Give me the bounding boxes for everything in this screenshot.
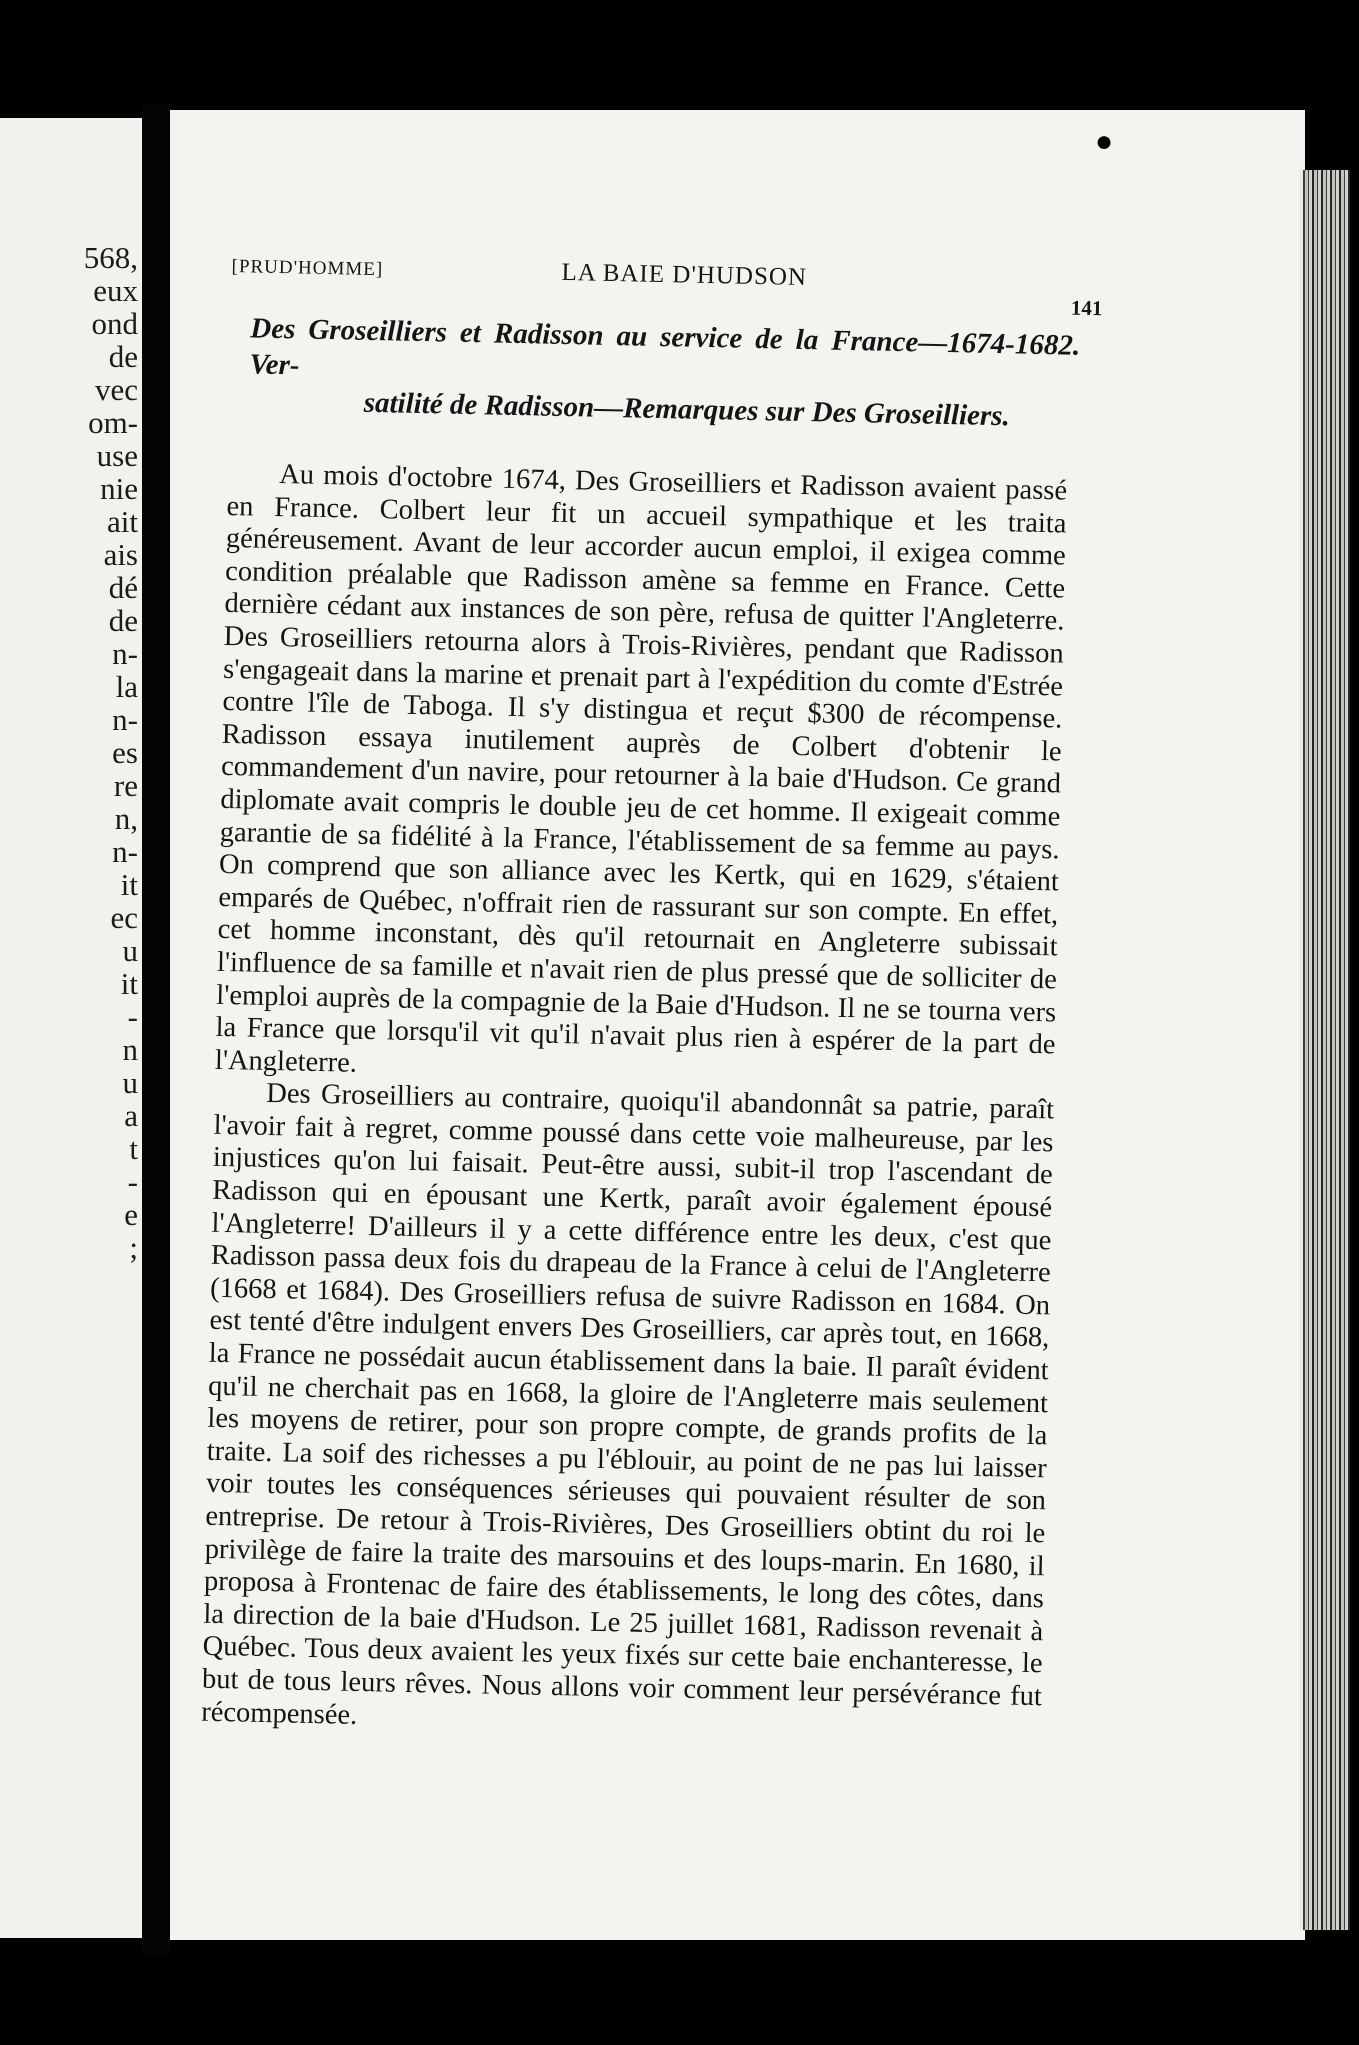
facing-page-line-fragment: t [129, 1131, 138, 1166]
section-title-line-1: Des Groseilliers et Radisson au service de la France—1674-1682. Ver- [249, 312, 1081, 382]
facing-page-line-fragment: la [115, 669, 138, 704]
book-gutter [142, 105, 170, 1955]
facing-page-line-fragment: ait [107, 504, 138, 539]
facing-page-line-fragment: de [108, 603, 138, 638]
facing-page-line-fragment: de [108, 339, 138, 374]
page-content [201, 248, 1103, 1747]
facing-page-line-fragment: n- [112, 636, 138, 671]
facing-page-line-fragment: use [96, 438, 138, 473]
facing-page-line-fragment: vec [94, 372, 138, 407]
facing-page-line-fragment: n [122, 1032, 138, 1067]
facing-page-line-fragment: dé [108, 570, 138, 605]
running-author: [PRUD'HOMME] [231, 255, 384, 281]
facing-page-line-fragment: ; [129, 1230, 138, 1265]
facing-page-line-fragment: re [113, 768, 138, 803]
facing-page-line-fragment: eux [93, 273, 138, 308]
facing-page-line-fragment: om- [88, 405, 138, 440]
facing-page-line-fragment: n, [114, 801, 138, 836]
facing-page-line-fragment: - [127, 999, 138, 1034]
facing-page-line-fragment: es [112, 735, 138, 770]
page-edge-stack [1300, 170, 1350, 1930]
ink-speck: ● [1095, 125, 1114, 158]
section-title [248, 310, 1080, 435]
facing-page-line-fragment: it [120, 966, 138, 1001]
facing-page-line-fragment: 568, [83, 240, 138, 275]
facing-page-line-fragment: a [124, 1098, 138, 1133]
facing-page-line-fragment: n- [112, 834, 138, 869]
section-title-line-2: satilité de Radisson—Remarques sur Des Groseilliers. [363, 386, 1011, 433]
facing-page-line-fragment: u [122, 1065, 138, 1100]
paragraph-2: Des Groseilliers au contraire, quoiqu'il abandonnât sa patrie, paraît l'avoir fait à regret, comme poussé dans cette voie malheureuse, par les injustices qu'on lui faisait. Peut-être aussi, subit-il trop l'ascendant de Radisson qui en épousant une Kertk, paraît avoir également épousé l'Angleterre! D'ailleurs il y a cette différence entre les deux, c'est que Radisson passa deux fois du drapeau de la France à celui de l'Angleterre (1668 et 1684). Des Groseilliers refusa de suivre Radisson en 1684. On est tenté d'être indulgent envers Des Groseilliers, car après tout, en 1668, la France ne possédait aucun établissement dans la baie. Il paraît évident qu'il ne cherchait pas en 1668, la gloire de l'Angleterre mais seulement les moyens de retirer, pour son propre compte, de grands profits de la traite. La soif des richesses a pu l'éblouir, au point de ne pas lui laisser voir toutes les conséquences sérieuses qui pouvaient résulter de son entreprise. De retour à Trois-Rivières, Des Groseilliers obtint du roi le privilège de faire la traite des marsouins et des loups-marin. En 1680, il proposa à Frontenac de faire des établissements, le long des côtes, dans la direction de la baie d'Hudson. Le 25 juillet 1681, Radisson revenait à Québec. Tous deux avaient les yeux fixés sur cette baie enchanteresse, le but de tous leurs rêves. Nous allons voir comment leur persévérance fut récompensée. [201, 1078, 1055, 1731]
running-title: LA BAIE D'HUDSON [561, 258, 808, 292]
facing-page-fragment [0, 118, 142, 1938]
facing-page-line-fragment: ond [91, 306, 138, 341]
paragraph-1: Au mois d'octobre 1674, Des Groseilliers et Radisson avaient passé en France. Colbert leur fit un accueil sympathique et les traita généreusement. Avant de leur accorder aucun emploi, il exigea comme condition préalable que Radisson amène sa femme en France. Cette dernière cédant aux instances de son père, refusa de quitter l'Angleterre. Des Groseilliers retourna alors à Trois-Rivières, pendant que Radisson s'engageait dans la marine et prenait part à l'expédition du comte d'Estrée contre l'île de Taboga. Il s'y distingua et reçut $300 de récompense. Radisson essaya inutilement auprès de Colbert d'obtenir le commandement d'un navire, pour retourner à la baie d'Hudson. Ce grand diplomate avait compris le double jeu de cet homme. Il exigeait comme garantie de sa fidélité à la France, l'établissement de sa femme au pays. On comprend que son alliance avec les Kertk, qui en 1629, s'étaient emparés de Québec, n'offrait rien de rassurant sur son compte. En effet, cet homme inconstant, dès qu'il retournait en Angleterre subissait l'influence de sa famille et n'avait rien de plus pressé que de solliciter de l'emploi auprès de la compagnie de la Baie d'Hudson. Il ne se tourna vers la France que lorsqu'il vit qu'il n'avait plus rien à espérer de la part de l'Angleterre. [214, 459, 1068, 1079]
facing-page-line-fragment: ec [110, 900, 138, 935]
facing-page-line-fragment: it [120, 867, 138, 902]
facing-page-line-fragment: u [122, 933, 138, 968]
facing-page-line-fragment: ais [103, 537, 138, 572]
facing-page-line-fragment: e [124, 1197, 138, 1232]
facing-page-line-fragment: - [127, 1164, 138, 1199]
page-number: 141 [1070, 295, 1103, 321]
facing-page-line-fragment: n- [112, 702, 138, 737]
facing-page-line-fragment: nie [100, 471, 138, 506]
